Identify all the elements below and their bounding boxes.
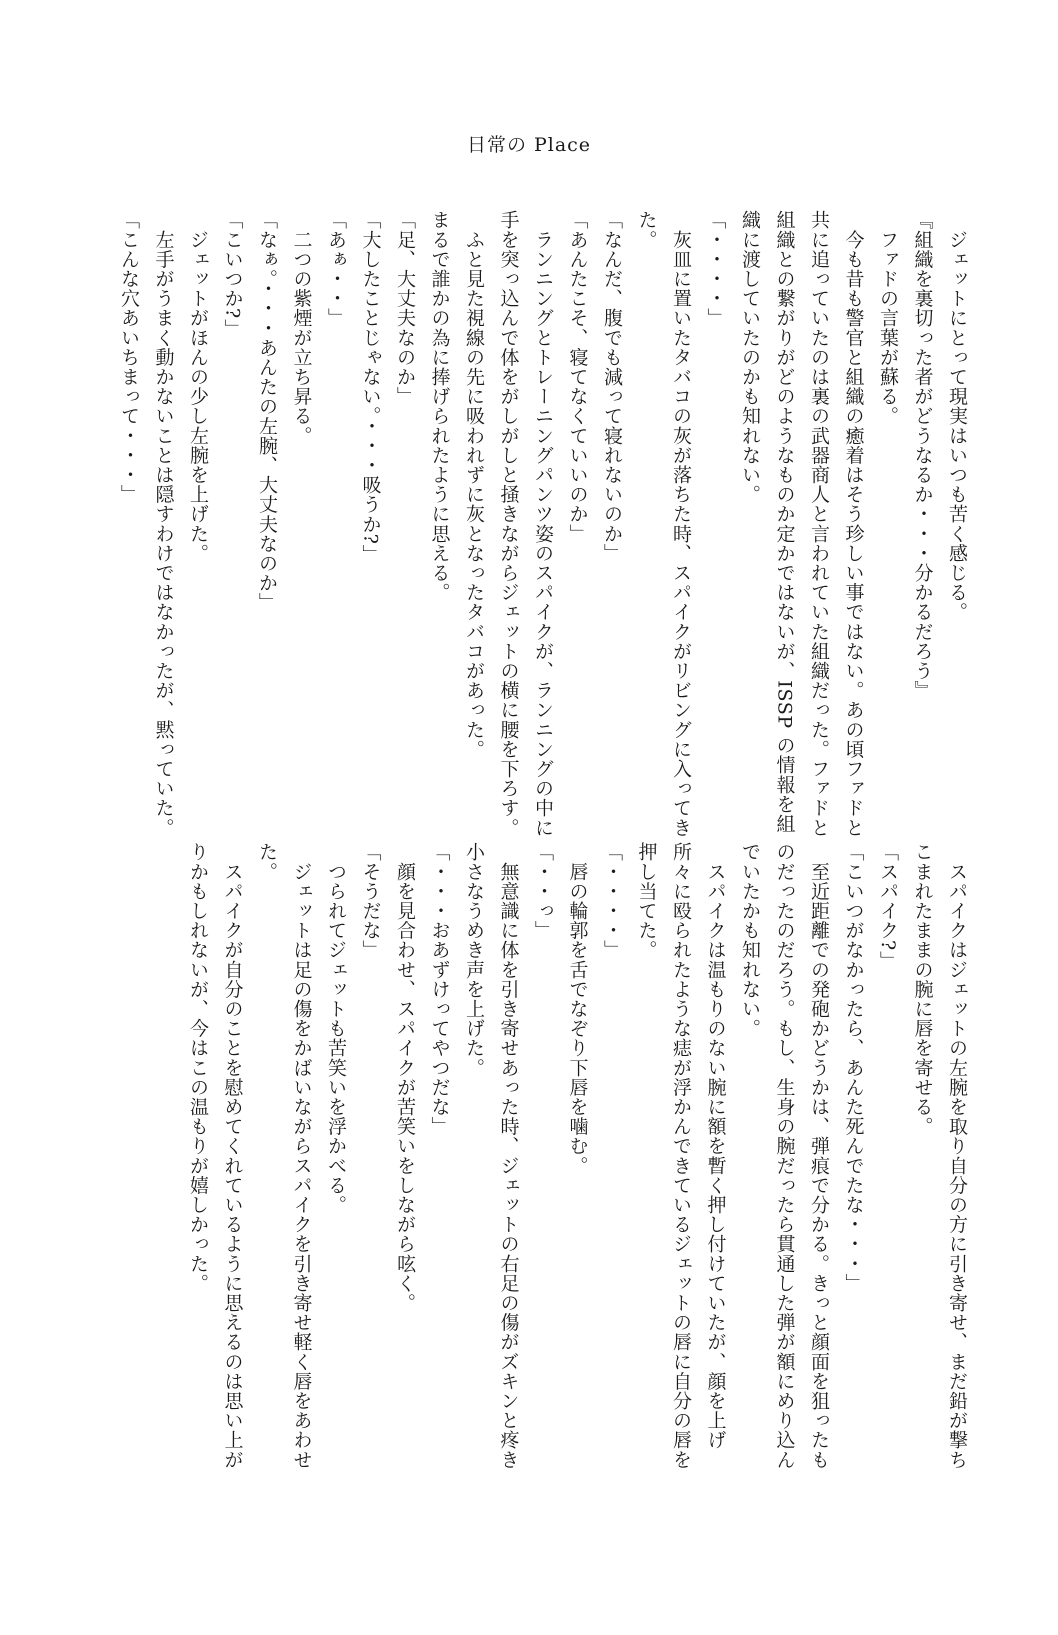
text-line: 「なんだ、腹でも減って寝れないのか」 xyxy=(601,210,623,563)
text-line: 手を突っ込んで体をがしがしと掻きながらジェットの横に腰を下ろす。 xyxy=(497,210,520,838)
text-line: 二つの紫煙が立ち昇る。 xyxy=(290,210,313,446)
page-title: 日常の Place xyxy=(466,134,592,156)
text-line: 「足、大丈夫なのか」 xyxy=(394,210,416,406)
text-line: 灰皿に置いたタバコの灰が落ちた時、スパイクがリビングに入ってき xyxy=(670,210,692,838)
text-line: 「こんな穴あいちまって・・・」 xyxy=(118,210,140,504)
text-line: 「こいつがなかったら、あんた死んでたな・・・」 xyxy=(842,842,865,1293)
text-line: スパイクは温もりのない腕に額を暫く押し付けていたが、顔を上げ xyxy=(704,842,727,1450)
text-line: 無意識に体を引き寄せあった時、ジェットの右足の傷がズキンと疼き xyxy=(497,842,520,1470)
text-line: 「・・・・」 xyxy=(704,210,727,328)
text-line: 「なぁ。・・・あんたの左腕、大丈夫なのか」 xyxy=(256,210,278,613)
text-line: でいたかも知れない。 xyxy=(739,842,761,1038)
text-line: 「こいつか?」 xyxy=(221,210,244,339)
text-line: のだったのだろう。もし、生身の腕だったら貫通した弾が額にめり込ん xyxy=(773,842,796,1470)
text-line: 左手がうまく動かないことは隠すわけではなかったが、黙っていた。 xyxy=(152,210,175,838)
text-line: スパイクはジェットの左腕を取り自分の方に引き寄せ、まだ鉛が撃ち xyxy=(946,842,968,1470)
text-line: 「・・・おあずけってやつだな」 xyxy=(428,842,451,1136)
text-line: 唇の輪郭を舌でなぞり下唇を噛む。 xyxy=(566,842,589,1176)
upper-text-block xyxy=(112,210,975,838)
text-line: 顔を見合わせ、スパイクが苦笑いをしながら呟く。 xyxy=(394,842,416,1313)
text-line: 所々に殴られたような痣が浮かんできているジェットの唇に自分の唇を xyxy=(670,842,692,1470)
text-line: スパイクが自分のことを慰めてくれているように思えるのは思い上が xyxy=(221,842,244,1470)
text-line: ふと見た視線の先に吸われずに灰となったタバコがあった。 xyxy=(463,210,485,759)
text-line: 「大したことじゃない。・・・吸うか?」 xyxy=(359,210,382,565)
text-line: ジェットは足の傷をかばいながらスパイクを引き寄せ軽く唇をあわせ xyxy=(290,842,313,1470)
text-line: 「そうだな」 xyxy=(359,842,382,960)
text-line: まるで誰かの為に捧げられたように思える。 xyxy=(428,210,451,602)
text-line: ジェットにとって現実はいつも苦く感じる。 xyxy=(946,210,968,622)
text-line: 織に渡していたのかも知れない。 xyxy=(739,210,761,504)
text-line: ファドの言葉が蘇る。 xyxy=(877,210,899,426)
text-line: 小さなうめき声を上げた。 xyxy=(463,842,485,1078)
text-line: 今も昔も警官と組織の癒着はそう珍しい事ではない。あの頃ファドと xyxy=(842,210,865,838)
lower-text-block xyxy=(181,842,975,1470)
text-line: ランニングとトレーニングパンツ姿のスパイクが、ランニングの中に xyxy=(532,210,554,838)
text-line: りかもしれないが、今はこの温もりが嬉しかった。 xyxy=(187,842,209,1293)
text-line: 「・・・・」 xyxy=(601,842,623,960)
text-line: た。 xyxy=(256,842,278,882)
text-line: 押し当てた。 xyxy=(635,842,658,960)
text-line: 「あぁ・・」 xyxy=(325,210,347,328)
text-line: 「あんたこそ、寝てなくていいのか」 xyxy=(566,210,589,544)
text-line: 組織との繋がりがどのようなものか定かではないが、ISSP の情報を組 xyxy=(773,210,796,834)
text-line: ジェットがほんの少し左腕を上げた。 xyxy=(187,210,209,563)
text-line: た。 xyxy=(635,210,658,250)
text-line: つられてジェットも苦笑いを浮かべる。 xyxy=(325,842,347,1215)
text-line: 至近距離での発砲かどうかは、弾痕で分かる。きっと顔面を狙ったも xyxy=(808,842,830,1470)
text-line: 「スパイク?」 xyxy=(877,842,899,971)
text-line: 『組織を裏切った者がどうなるか・・・分かるだろう』 xyxy=(911,210,934,700)
text-line: 「・・っ」 xyxy=(532,842,554,940)
text-line: こまれたままの腕に唇を寄せる。 xyxy=(911,842,934,1136)
text-line: 共に追っていたのは裏の武器商人と言われていた組織だった。ファドと xyxy=(808,210,830,838)
